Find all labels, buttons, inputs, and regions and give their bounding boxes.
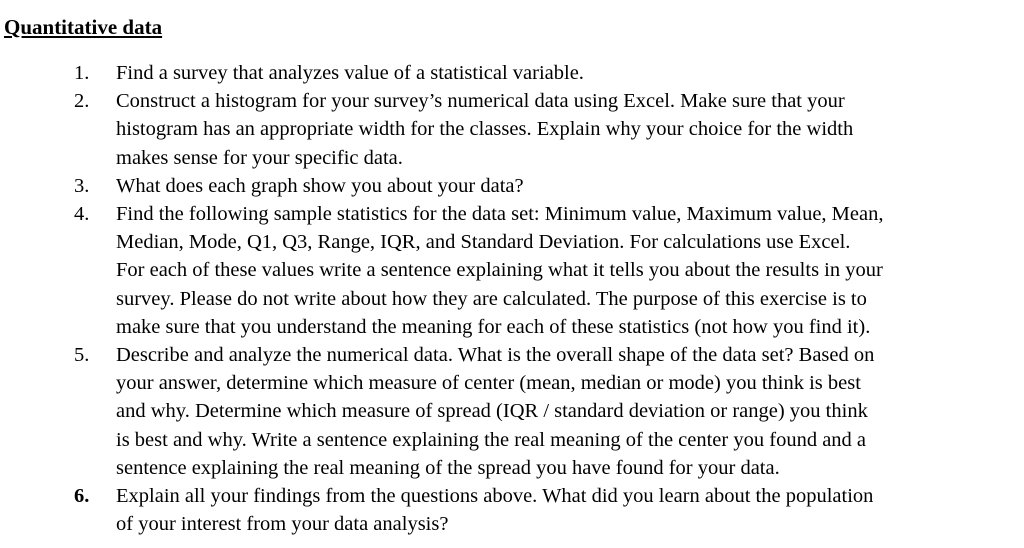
question-number: 1.: [74, 62, 90, 84]
question-2: [0, 87, 1010, 172]
question-text-line: Find a survey that analyzes value of a statistical variable.: [116, 62, 584, 84]
question-1: [0, 59, 1010, 87]
question-text-line: of your interest from your data analysis?: [116, 513, 449, 536]
question-number: 2.: [74, 90, 90, 113]
question-text-line: your answer, determine which measure of center (mean, median or mode) you think is best: [116, 372, 861, 395]
question-text-line: makes sense for your specific data.: [116, 146, 403, 169]
question-text-line: Describe and analyze the numerical data. What is the overall shape of the data set? Based on: [116, 344, 875, 367]
question-text-line: is best and why. Write a sentence explaining the real meaning of the center you found and a: [116, 428, 867, 451]
page-heading: Quantitative data: [4, 15, 163, 39]
question-text-line: sentence explaining the real meaning of the spread you have found for your data.: [116, 456, 780, 479]
question-text-line: and why. Determine which measure of spread (IQR / standard deviation or range) you think: [116, 400, 868, 423]
question-text-line: histogram has an appropriate width for the classes. Explain why your choice for the width: [116, 118, 854, 141]
question-6: [0, 482, 1010, 538]
question-text-line: make sure that you understand the meaning for each of these statistics (not how you find it).: [116, 315, 871, 338]
question-text-line: Construct a histogram for your survey’s numerical data using Excel. Make sure that your: [116, 90, 845, 113]
question-number: 5.: [74, 344, 90, 367]
question-text-line: Find the following sample statistics for the data set: Minimum value, Maximum value, Mean,: [116, 203, 884, 226]
question-text-line: Explain all your findings from the questions above. What did you learn about the population: [116, 485, 874, 508]
question-4: [0, 200, 1010, 341]
question-3: [0, 172, 1010, 200]
question-number: 4.: [74, 203, 90, 226]
question-text-line: survey. Please do not write about how they are calculated. The purpose of this exercise is to: [116, 287, 867, 310]
question-5: [0, 341, 1010, 482]
question-number: 6.: [74, 485, 90, 508]
question-text-line: For each of these values write a sentence explaining what it tells you about the results in your: [116, 259, 883, 282]
question-text-line: What does each graph show you about your data?: [116, 174, 524, 197]
question-text-line: Median, Mode, Q1, Q3, Range, IQR, and Standard Deviation. For calculations use Excel.: [116, 231, 851, 254]
question-number: 3.: [74, 174, 90, 197]
question-list: [0, 59, 1010, 538]
